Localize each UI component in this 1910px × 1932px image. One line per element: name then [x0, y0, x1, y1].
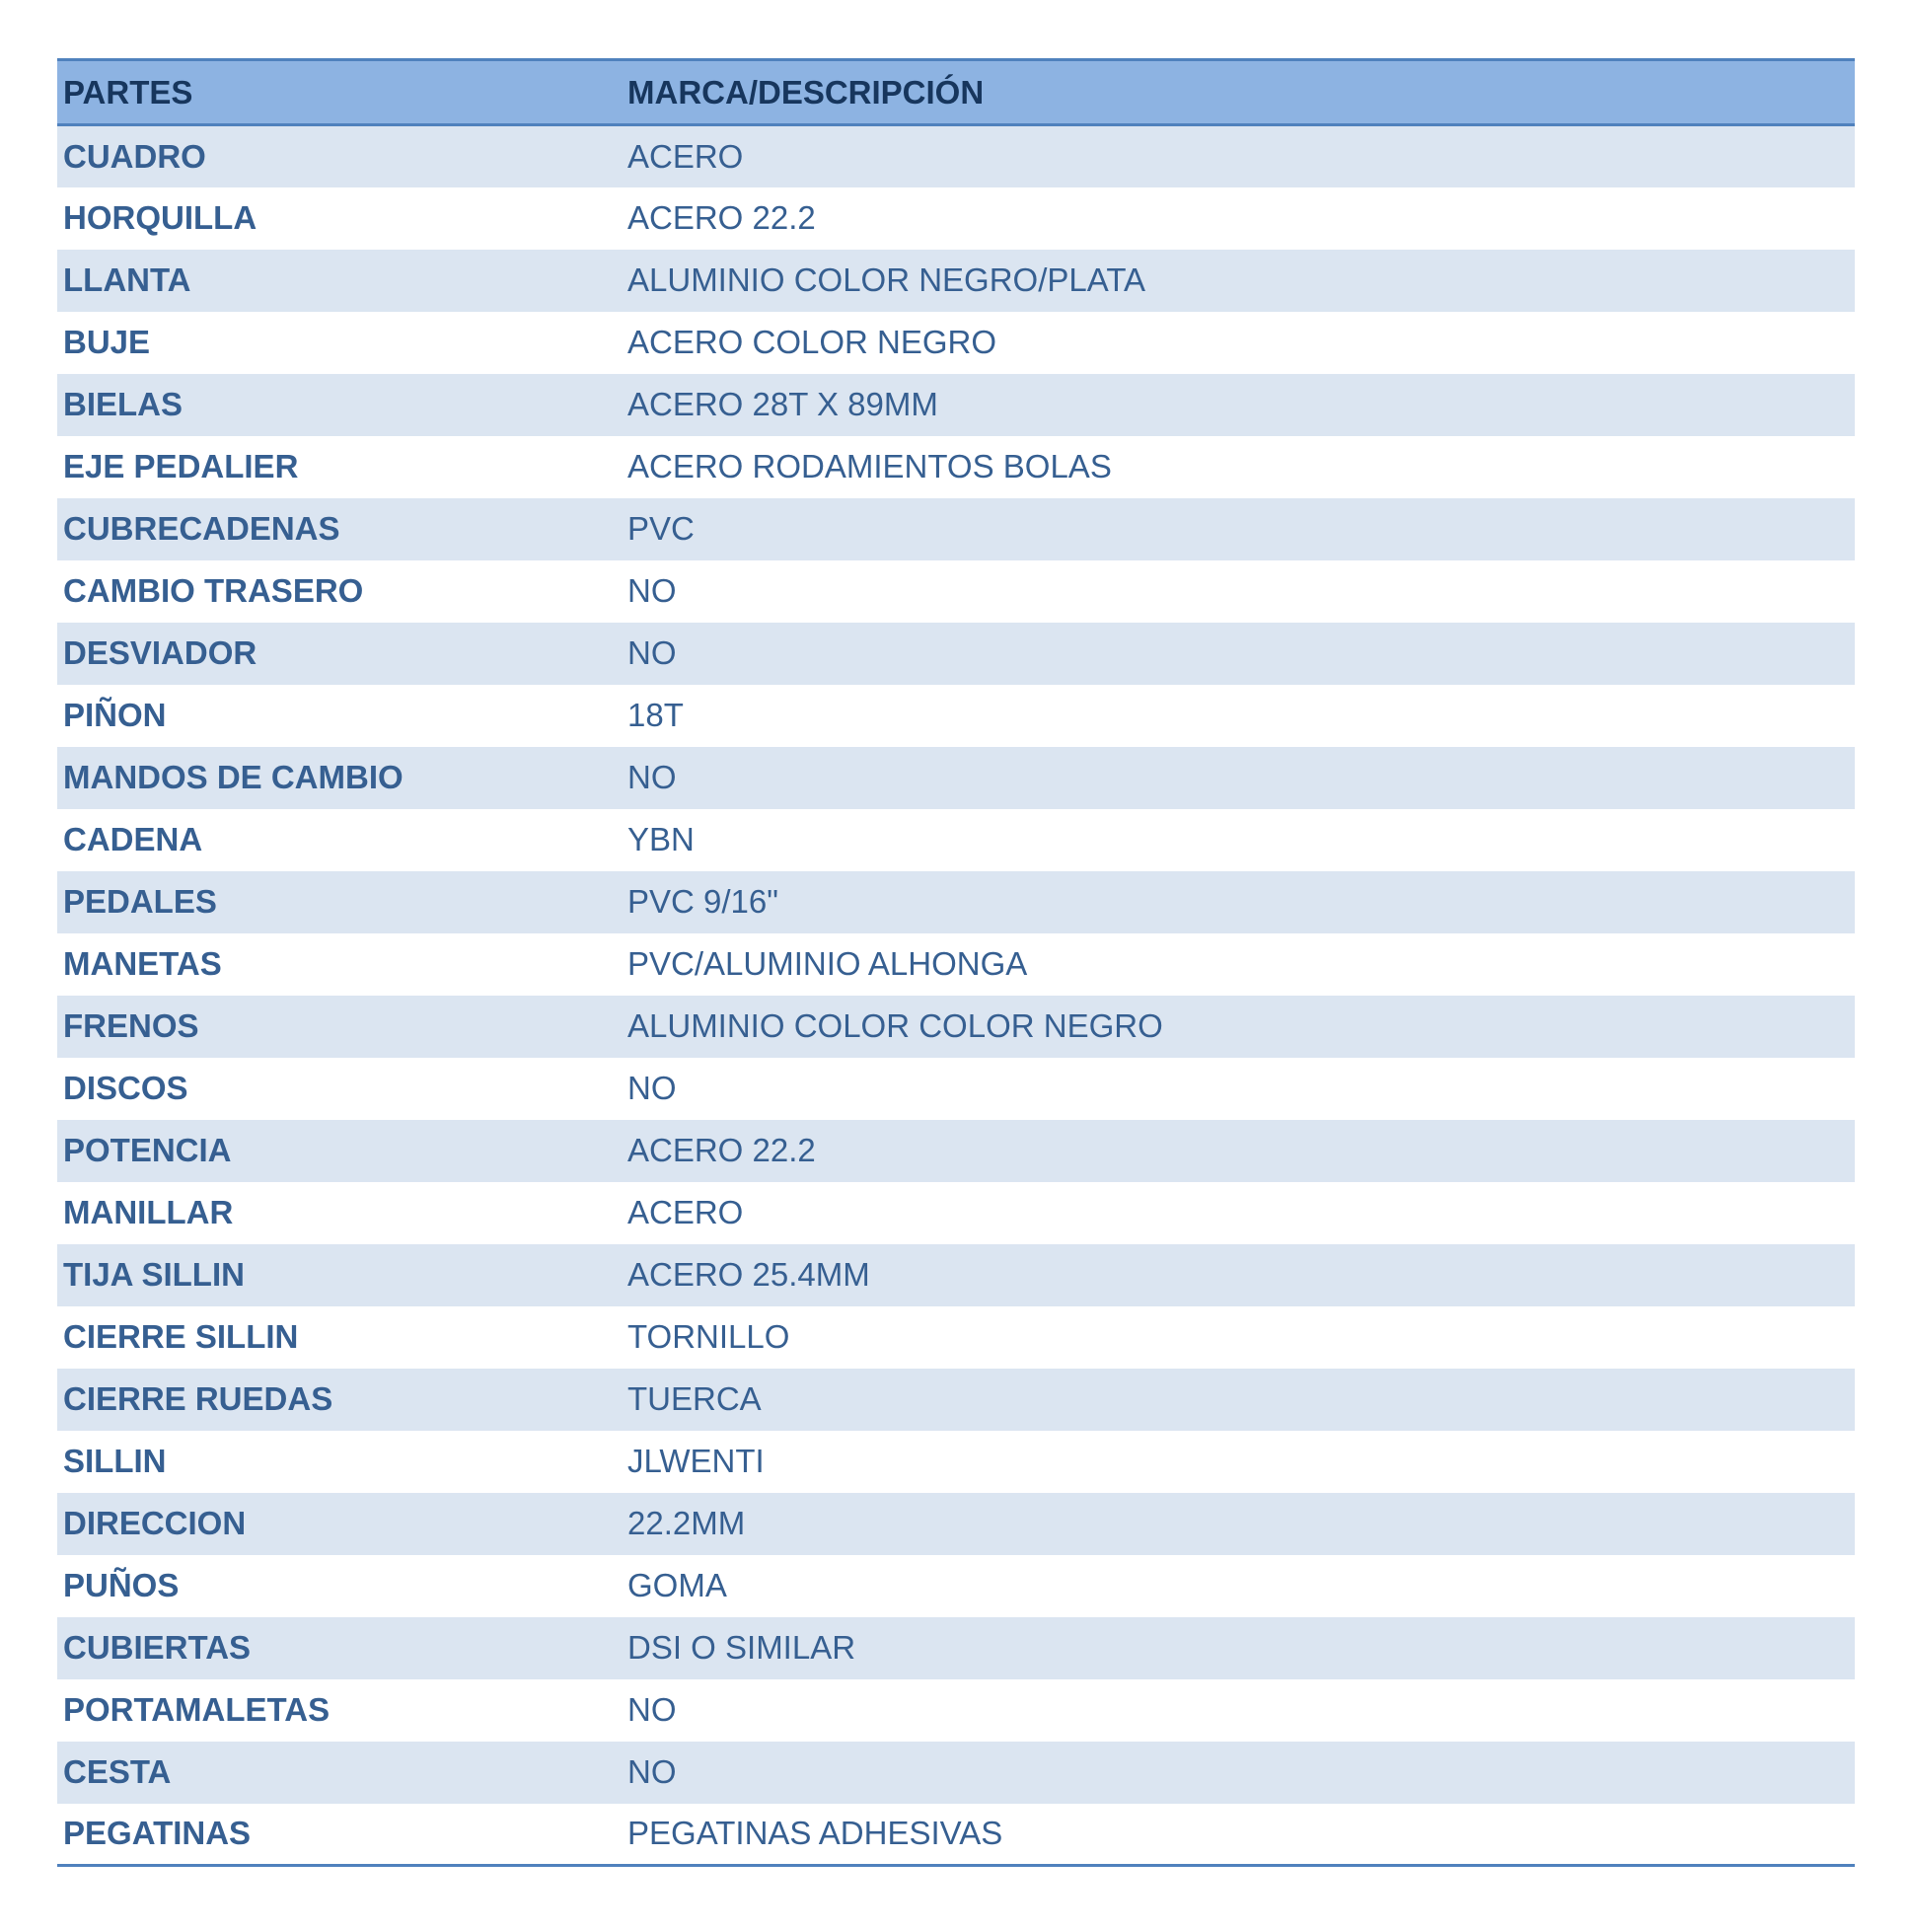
- part-name-cell: MANDOS DE CAMBIO: [63, 759, 404, 795]
- part-description-cell: YBN: [627, 821, 695, 857]
- part-name-cell: MANILLAR: [63, 1194, 234, 1230]
- table-body: [57, 125, 1855, 1866]
- part-description-cell: GOMA: [627, 1567, 727, 1603]
- part-name-cell: MANETAS: [63, 945, 222, 982]
- part-name-cell: DESVIADOR: [63, 634, 257, 671]
- part-name-cell: FRENOS: [63, 1007, 199, 1044]
- part-name-cell: PEDALES: [63, 883, 217, 920]
- part-description-cell: PVC/ALUMINIO ALHONGA: [627, 945, 1028, 982]
- part-name-cell: BIELAS: [63, 386, 184, 422]
- part-name-cell: CIERRE RUEDAS: [63, 1380, 333, 1417]
- part-description-cell: JLWENTI: [627, 1443, 765, 1479]
- table-row: [57, 1306, 1855, 1369]
- part-description-cell: ALUMINIO COLOR NEGRO/PLATA: [627, 261, 1146, 298]
- part-name-cell: POTENCIA: [63, 1132, 232, 1168]
- part-name-cell: CESTA: [63, 1753, 172, 1790]
- part-description-cell: ACERO: [627, 1194, 744, 1230]
- part-name-cell: HORQUILLA: [63, 199, 257, 236]
- table-row: [57, 1804, 1855, 1866]
- header-brand-description: MARCA/DESCRIPCIÓN: [622, 60, 1855, 125]
- table-row: [57, 1244, 1855, 1306]
- table-row: [57, 374, 1855, 436]
- part-description-cell: TUERCA: [627, 1380, 762, 1417]
- part-description-cell: NO: [627, 572, 677, 609]
- table-row: [57, 685, 1855, 747]
- part-name-cell: PORTAMALETAS: [63, 1691, 331, 1728]
- part-description-cell: ACERO RODAMIENTOS BOLAS: [627, 448, 1112, 484]
- table-row: [57, 747, 1855, 809]
- table-row: [57, 1493, 1855, 1555]
- part-description-cell: ACERO 22.2: [627, 199, 816, 236]
- table-row: [57, 436, 1855, 498]
- part-name-cell: LLANTA: [63, 261, 191, 298]
- table-row: [57, 125, 1855, 187]
- part-description-cell: NO: [627, 1753, 677, 1790]
- part-name-cell: PEGATINAS: [57, 1804, 622, 1866]
- part-name-cell: CUADRO: [63, 137, 206, 175]
- table-row: [57, 996, 1855, 1058]
- table-row: [57, 1555, 1855, 1617]
- part-name-cell: CIERRE SILLIN: [63, 1318, 299, 1355]
- table-row: [57, 1679, 1855, 1742]
- table-row: [57, 1369, 1855, 1431]
- table-row: [57, 1431, 1855, 1493]
- part-description-cell: PEGATINAS ADHESIVAS: [622, 1804, 1855, 1866]
- table-row: [57, 187, 1855, 250]
- part-description-cell: TORNILLO: [627, 1318, 790, 1355]
- table-row: [57, 933, 1855, 996]
- part-name-cell: PUÑOS: [63, 1567, 180, 1603]
- part-description-cell: NO: [627, 759, 677, 795]
- part-name-cell: EJE PEDALIER: [63, 448, 299, 484]
- table-header: [57, 60, 1855, 125]
- table-row: [57, 871, 1855, 933]
- table-row: [57, 1058, 1855, 1120]
- part-name-cell: DISCOS: [63, 1070, 188, 1106]
- header-parts: PARTES: [57, 60, 622, 125]
- table-row: [57, 560, 1855, 623]
- part-description-cell: PVC: [627, 510, 695, 547]
- part-name-cell: PIÑON: [63, 697, 167, 733]
- part-description-cell: DSI O SIMILAR: [627, 1629, 856, 1666]
- part-name-cell: CUBIERTAS: [63, 1629, 252, 1666]
- table-row: [57, 1120, 1855, 1182]
- part-name-cell: TIJA SILLIN: [63, 1256, 245, 1293]
- part-name-cell: DIRECCION: [63, 1505, 247, 1541]
- table-row: [57, 250, 1855, 312]
- part-description-cell: 22.2MM: [627, 1505, 746, 1541]
- header-row: [57, 60, 1855, 125]
- part-description-cell: 18T: [627, 697, 684, 733]
- table-row: [57, 1742, 1855, 1804]
- part-name-cell: CUBRECADENAS: [63, 510, 340, 547]
- part-description-cell: ACERO COLOR NEGRO: [627, 324, 997, 360]
- part-name-cell: CADENA: [63, 821, 203, 857]
- part-description-cell: ACERO: [627, 137, 744, 175]
- part-description-cell: NO: [627, 1691, 677, 1728]
- table-row: [57, 809, 1855, 871]
- part-description-cell: ALUMINIO COLOR COLOR NEGRO: [627, 1007, 1163, 1044]
- table-row: [57, 1182, 1855, 1244]
- part-name-cell: BUJE: [63, 324, 151, 360]
- part-description-cell: NO: [627, 1070, 677, 1106]
- table-row: [57, 623, 1855, 685]
- part-description-cell: PVC 9/16": [627, 883, 778, 920]
- part-description-cell: NO: [627, 634, 677, 671]
- part-name-cell: SILLIN: [63, 1443, 167, 1479]
- part-description-cell: ACERO 28T X 89MM: [627, 386, 938, 422]
- part-description-cell: ACERO 25.4MM: [627, 1256, 870, 1293]
- table-row: [57, 1617, 1855, 1679]
- part-description-cell: ACERO 22.2: [627, 1132, 816, 1168]
- specifications-table: [57, 58, 1855, 1867]
- table-row: [57, 312, 1855, 374]
- table-row: [57, 498, 1855, 560]
- part-name-cell: CAMBIO TRASERO: [63, 572, 364, 609]
